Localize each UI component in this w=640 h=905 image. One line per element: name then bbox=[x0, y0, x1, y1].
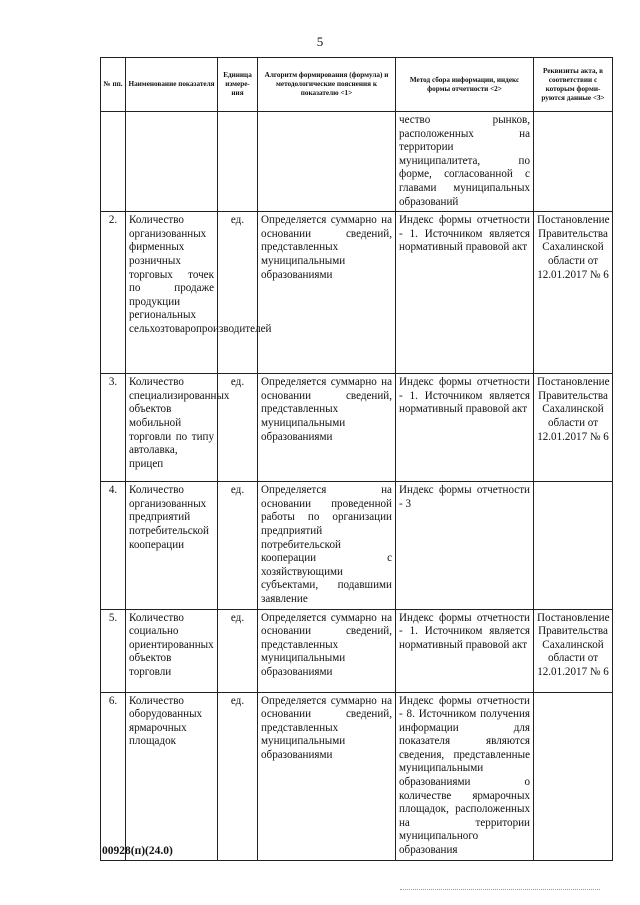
cell-algorithm bbox=[258, 112, 396, 212]
cell-num bbox=[101, 112, 126, 212]
cell-unit: ед. bbox=[218, 609, 258, 692]
cell-name: Количество организованных предприятий потребительской кооперации bbox=[126, 482, 218, 609]
cell-method: Индекс формы отчетности - 1. Источником является нормативный правовой акт bbox=[396, 212, 534, 374]
cell-num: 4. bbox=[101, 482, 126, 609]
cell-num: 3. bbox=[101, 374, 126, 482]
cell-act bbox=[534, 482, 613, 609]
table-row bbox=[101, 374, 613, 482]
cell-act: Постановление Правительства Сахалинской области от 12.01.2017 № 6 bbox=[534, 212, 613, 374]
cell-unit: ед. bbox=[218, 692, 258, 860]
scan-dots bbox=[400, 889, 600, 890]
table-row bbox=[101, 609, 613, 692]
table-row bbox=[101, 212, 613, 374]
header-unit: Единица измере-ния bbox=[218, 58, 258, 112]
header-algorithm: Алгоритм формирования (формула) и методологические пояснения к показателю <1> bbox=[258, 58, 396, 112]
cell-act: Постановление Правительства Сахалинской области от 12.01.2017 № 6 bbox=[534, 609, 613, 692]
header-method: Метод сбора информации, индекс формы отчетности <2> bbox=[396, 58, 534, 112]
table-header-row bbox=[101, 58, 613, 112]
cell-method: Индекс формы отчетности - 1. Источником является нормативный правовой акт bbox=[396, 374, 534, 482]
cell-num: 5. bbox=[101, 609, 126, 692]
cell-algorithm: Определяется суммарно на основании сведений, представленных муниципальными образованиями bbox=[258, 692, 396, 860]
cell-method: Индекс формы отчетности - 8. Источником получения информации для показателя являются сведения, представленные муниципальными образованиями о количестве ярмарочных площадок, расположенных на территории муниципального образования bbox=[396, 692, 534, 860]
cell-method: чество рынков, расположенных на территории муниципалитета, по форме, согласованной с главами муниципальных образований bbox=[396, 112, 534, 212]
cell-algorithm: Определяется суммарно на основании сведений, представленных муниципальными образованиями bbox=[258, 374, 396, 482]
cell-unit: ед. bbox=[218, 374, 258, 482]
cell-name: Количество социально ориентированных объектов торговли bbox=[126, 609, 218, 692]
table-row bbox=[101, 692, 613, 860]
cell-name bbox=[126, 112, 218, 212]
cell-unit: ед. bbox=[218, 482, 258, 609]
cell-algorithm: Определяется суммарно на основании сведений, представленных муниципальными образованиями bbox=[258, 212, 396, 374]
cell-act bbox=[534, 692, 613, 860]
cell-num: 2. bbox=[101, 212, 126, 374]
document-code: 00928(п)(24.0) bbox=[102, 845, 173, 857]
cell-algorithm: Определяется суммарно на основании сведений, представленных муниципальными образованиями bbox=[258, 609, 396, 692]
page-number: 5 bbox=[316, 34, 324, 49]
cell-name: Количество специализированных объектов мобильной торговли по типу автолавка, прицеп bbox=[126, 374, 218, 482]
indicators-table bbox=[100, 57, 613, 861]
cell-num: 6. bbox=[101, 692, 126, 860]
cell-name: Количество оборудованных ярмарочных площадок bbox=[126, 692, 218, 860]
header-num: № пп. bbox=[101, 58, 126, 112]
header-name: Наименование показателя bbox=[126, 58, 218, 112]
cell-act: Постановление Правительства Сахалинской области от 12.01.2017 № 6 bbox=[534, 374, 613, 482]
cell-method: Индекс формы отчетности - 3 bbox=[396, 482, 534, 609]
cell-unit: ед. bbox=[218, 212, 258, 374]
cell-algorithm: Определяется на основании проведенной работы по организации предприятий потребительской кооперации с хозяйствующими субъектами, подавшими заявление bbox=[258, 482, 396, 609]
cell-method: Индекс формы отчетности - 1. Источником является нормативный правовой акт bbox=[396, 609, 534, 692]
header-act: Реквизиты акта, в соответствии с которым форми-руются данные <3> bbox=[534, 58, 613, 112]
table-row bbox=[101, 482, 613, 609]
cell-act bbox=[534, 112, 613, 212]
cell-name: Количество организованных фирменных розничных торговых точек по продаже продукции региональных сельхозтоваропроизводителей bbox=[126, 212, 218, 374]
cell-unit bbox=[218, 112, 258, 212]
table-row bbox=[101, 112, 613, 212]
